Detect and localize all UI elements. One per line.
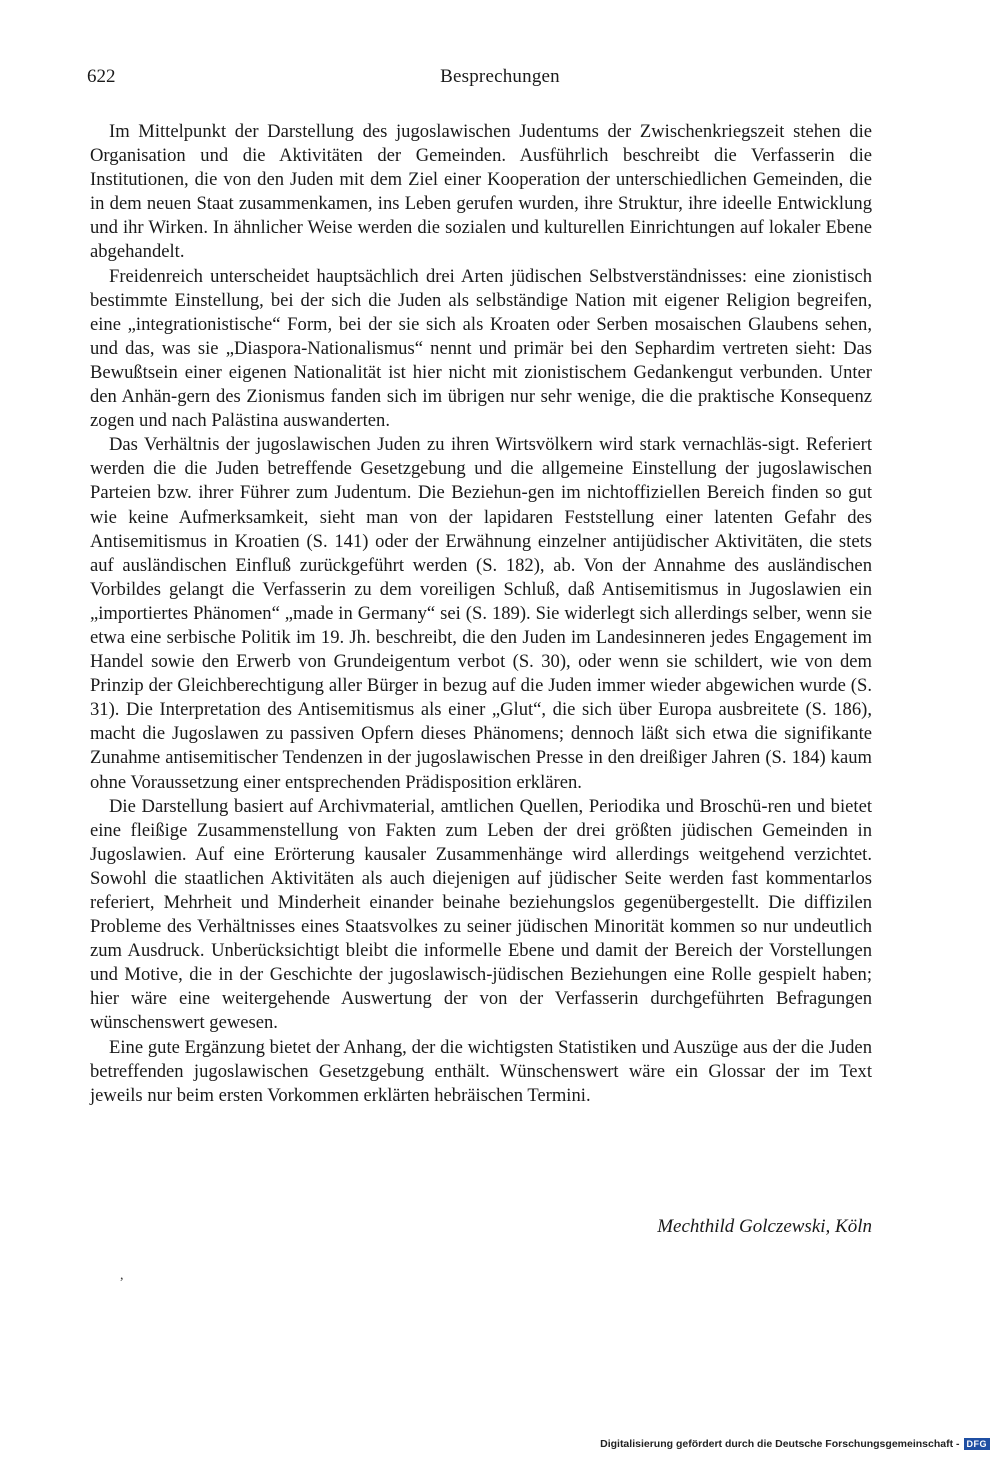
dfg-logo-icon: DFG <box>964 1438 991 1450</box>
digitization-footer <box>600 1438 990 1450</box>
reviewer-signature: Mechthild Golczewski, Köln <box>657 1216 872 1237</box>
review-body <box>90 120 872 1108</box>
paragraph: Das Verhältnis der jugoslawischen Juden zu ihren Wirtsvölkern wird stark vernachläs-sigt. Referiert werden die die Juden betreffende Gesetzgebung und die allgemeine Einstellung der jugoslawischen Parteien bzw. ihrer Führer zum Judentum. Die Beziehun-gen im nichtoffiziellen Bereich finden so gut wie keine Aufmerksamkeit, sieht man von der lapidaren Feststellung einer latenten Gefahr des Antisemitismus in Kroatien (S. 141) oder der Erwähnung einzelner antijüdischer Aktivitäten, die stets auf ausländischen Einfluß zurückgeführt werden (S. 182), ab. Von der Annahme des ausländischen Vorbildes gelangt die Verfasserin zu dem voreiligen Schluß, daß Antisemitismus in Jugoslawien ein „importiertes Phänomen“ „made in Germany“ sei (S. 189). Sie widerlegt sich allerdings selber, wenn sie etwa eine serbische Politik im 19. Jh. beschreibt, die den Juden im Landesinneren jedes Engagement im Handel sowie den Erwerb von Grundeigentum verbot (S. 30), oder wenn sie schildert, wie von dem Prinzip der Gleichberechtigung aller Bürger in bezug auf die Juden immer wieder abgewichen wurde (S. 31). Die Interpretation des Antisemitismus als einer „Glut“, die sich über Europa ausbreitete (S. 186), macht die Jugoslawen zu passiven Opfern dieses Phänomens; dennoch läßt sich etwa die signifikante Zunahme antisemitischer Tendenzen in der jugoslawischen Presse in den dreißiger Jahren (S. 184) kaum ohne Voraussetzung einer entsprechenden Prädisposition erklären. <box>90 434 872 793</box>
footer-text: Digitalisierung gefördert durch die Deutsche Forschungsgemeinschaft - <box>600 1438 960 1450</box>
paragraph: Die Darstellung basiert auf Archivmaterial, amtlichen Quellen, Periodika und Broschü-ren und bietet eine fleißige Zusammenstellung von Fakten zum Leben der drei größten jüdischen Gemeinden in Jugoslawien. Auf eine Erörterung kausaler Zusammenhänge wird allerdings weitgehend verzichtet. Sowohl die staatlichen Aktivitäten als auch diejenigen auf jüdischer Seite werden fast kommentarlos referiert, Mehrheit und Minderheit einander beinahe beziehungslos gegenübergestellt. Die diffizilen Probleme des Verhältnisses eines Staatsvolkes zu seiner jüdischen Minorität kommen so nur undeutlich zum Ausdruck. Unberücksichtigt bleibt die informelle Ebene und damit der Bereich der Vorstellungen und Motive, die in der Geschichte der jugoslawisch-jüdischen Beziehungen eine Rolle gespielt haben; hier wäre eine weitergehende Auswertung der von der Verfasserin durchgeführten Befragungen wünschenswert gewesen. <box>90 795 872 1034</box>
paragraph: Im Mittelpunkt der Darstellung des jugoslawischen Judentums der Zwischenkriegszeit stehen die Organisation und die Aktivitäten der Gemeinden. Ausführlich beschreibt die Verfasserin die Institutionen, die von den Juden mit dem Ziel einer Kooperation der unterschiedlichen Gemeinden, die in dem neuen Staat zusammenkamen, ins Leben gerufen wurden, ihre Struktur, ihre ideelle Entwicklung und ihr Wirken. In ähnlicher Weise werden die sozialen und kulturellen Einrichtungen auf lokaler Ebene abgehandelt. <box>90 121 872 263</box>
paragraph: Eine gute Ergänzung bietet der Anhang, der die wichtigsten Statistiken und Auszüge aus der die Juden betreffenden jugoslawischen Gesetzgebung enthält. Wünschenswert wäre ein Glossar der im Text jeweils nur beim ersten Vorkommen erklärten hebräischen Termini. <box>90 1036 872 1106</box>
page-number: 622 <box>87 66 116 87</box>
stray-mark: , <box>120 1268 124 1283</box>
paragraph: Freidenreich unterscheidet hauptsächlich drei Arten jüdischen Selbstverständnisses: eine zionistisch bestimmte Einstellung, bei der sich die Juden als selbständige Nation mit eigener Religion begreifen, eine „integrationistische“ Form, bei der sie sich als Kroaten oder Serben mosaischen Glaubens sehen, und das, was sie „Diaspora-Nationalismus“ nennt und primär bei den Sephardim vertreten sieht: Das Bewußtsein einer eigenen Nationalität ist hier nicht mit zionistischem Gedankengut verbunden. Unter den Anhän-gern des Zionismus fanden sich im übrigen nur sehr wenige, die die praktische Konsequenz zogen und nach Palästina auswanderten. <box>90 265 872 432</box>
running-head: Besprechungen <box>440 66 560 87</box>
